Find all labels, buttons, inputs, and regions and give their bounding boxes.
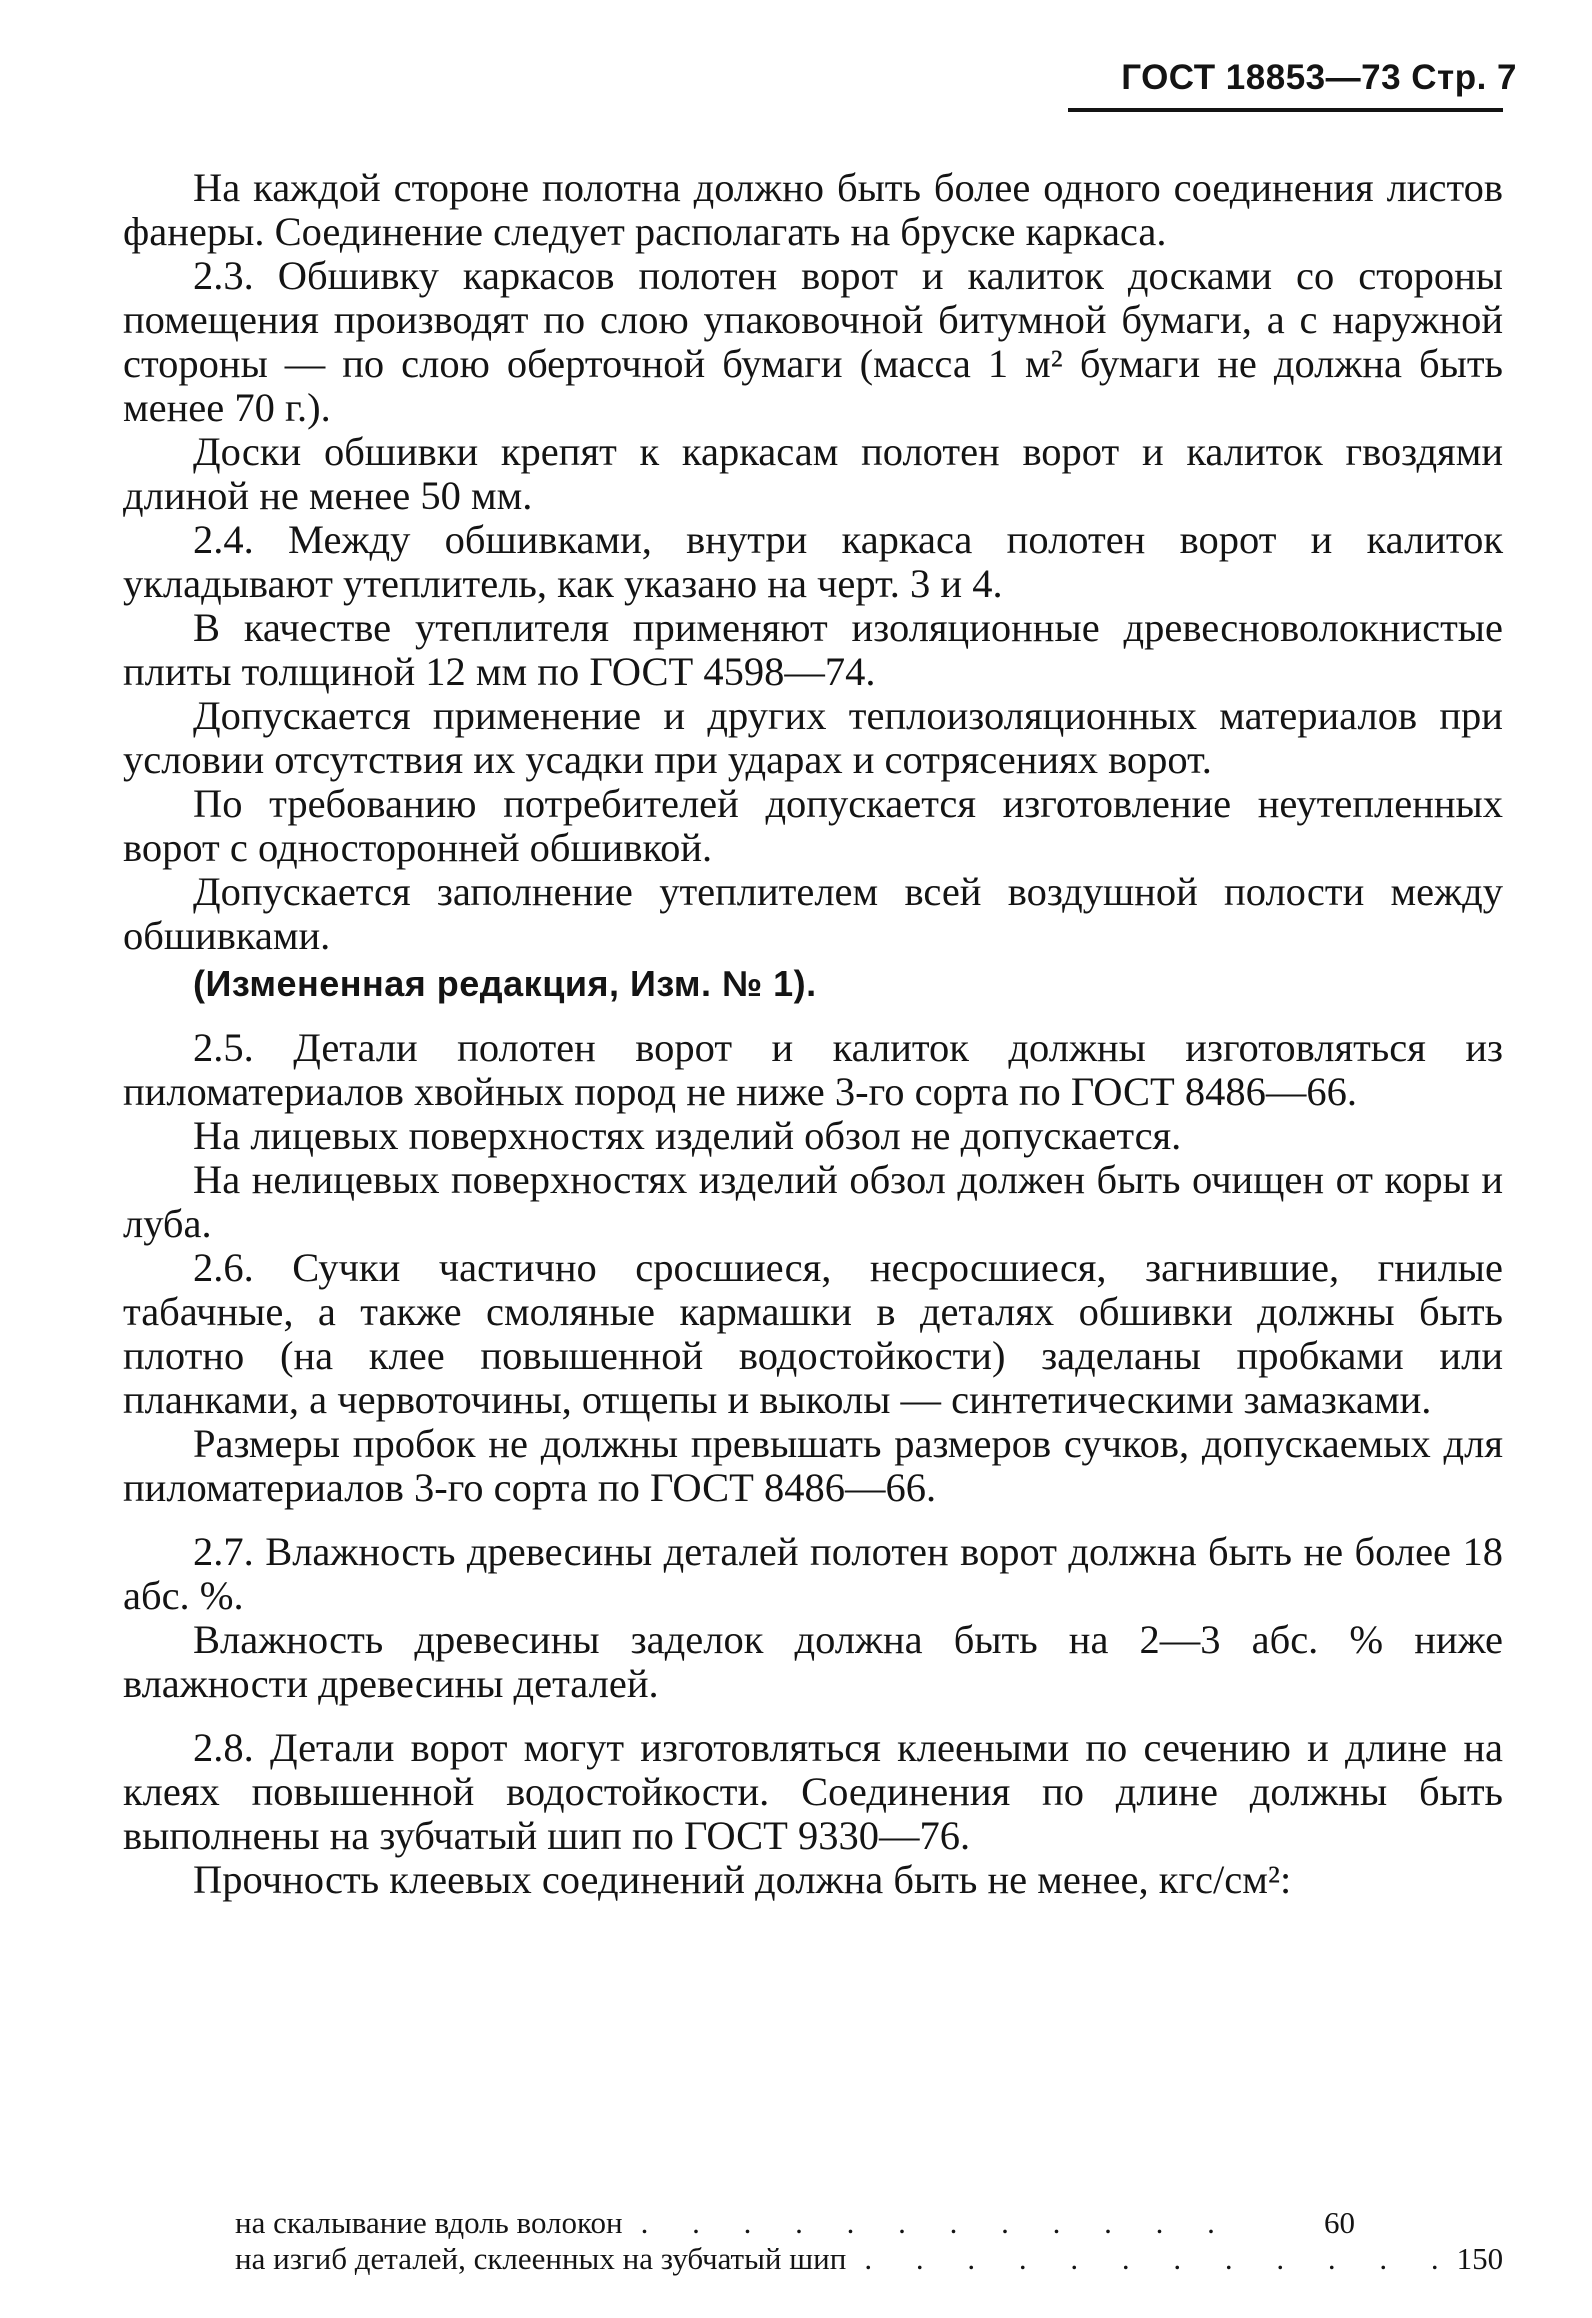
paragraph: Доски обшивки крепят к каркасам полотен ворот и калиток гвоздями длиной не менее 50 мм. [123,429,1503,518]
paragraph: Допускается применение и других теплоизоляционных материалов при условии отсутствия их усадки при ударах и сотрясениях ворот. [123,693,1503,782]
paragraph: 2.7. Влажность древесины деталей полотен ворот должна быть не более 18 абс. %. [123,1529,1503,1618]
strength-row [235,2241,1504,2277]
strength-label: на скалывание вдоль волокон [235,2205,623,2240]
header-rule [1068,108,1503,112]
paragraph: 2.5. Детали полотен ворот и калиток должны изготовляться из пиломатериалов хвойных пород не ниже 3-го сорта по ГОСТ 8486—66. [123,1025,1503,1114]
paragraph: Прочность клеевых соединений должна быть не менее, кгс/см²: [193,1857,1292,1902]
paragraph: 2.8. Детали ворот могут изготовляться клееными по сечению и длине на клеях повышенной водостойкости. Соединения по длине должны быть выполнены на зубчатый шип по ГОСТ 9330—76. [123,1725,1503,1858]
page-header: ГОСТ 18853—73 Стр. 7 [1121,58,1517,97]
paragraph: Размеры пробок не должны превышать размеров сучков, допускаемых для пиломатериалов 3-го сорта по ГОСТ 8486—66. [123,1421,1503,1510]
strength-row [235,2205,1355,2241]
paragraph: Влажность древесины заделок должна быть на 2—3 абс. % ниже влажности древесины деталей. [123,1617,1503,1706]
strength-list [235,2205,1504,2277]
body-text [123,166,1503,1902]
paragraph: 2.3. Обшивку каркасов полотен ворот и калиток досками со стороны помещения производят по слою упаковочной битумной бумаги, а с наружной стороны — по слою оберточной бумаги (масса 1 м² бумаги не должна быть менее 70 г.). [123,253,1503,430]
paragraph: Допускается заполнение утеплителем всей воздушной полости между обшивками. [123,869,1503,958]
strength-value: 60 [1324,2205,1355,2240]
strength-value: 150 [1456,2241,1504,2276]
paragraph: В качестве утеплителя применяют изоляционные древесноволокнистые плиты толщиной 12 мм по ГОСТ 4598—74. [123,605,1503,694]
paragraph: По требованию потребителей допускается изготовление неутепленных ворот с односторонней обшивкой. [123,781,1503,870]
paragraph: На нелицевых поверхностях изделий обзол должен быть очищен от коры и луба. [123,1157,1503,1246]
dot-leader: . . . . . . . . . . . . [864,2241,1457,2276]
paragraph: 2.6. Сучки частично сросшиеся, несросшиеся, загнившие, гнилые табачные, а также смоляные кармашки в деталях обшивки должны быть плотно (на клее повышенной водостойкости) заделаны пробками или планками, а червоточины, отщепы и выколы — синтетическими замазками. [123,1245,1503,1422]
paragraph: 2.4. Между обшивками, внутри каркаса полотен ворот и калиток укладывают утеплитель, как указано на черт. 3 и 4. [123,517,1503,606]
dot-leader: . . . . . . . . . . . . [640,2205,1233,2240]
amendment-note: (Измененная редакция, Изм. № 1). [193,963,817,1004]
paragraph: На лицевых поверхностях изделий обзол не допускается. [193,1113,1182,1158]
paragraph: На каждой стороне полотна должно быть более одного соединения листов фанеры. Соединение следует располагать на бруске каркаса. [123,165,1503,254]
strength-label: на изгиб деталей, склеенных на зубчатый шип [235,2241,847,2276]
